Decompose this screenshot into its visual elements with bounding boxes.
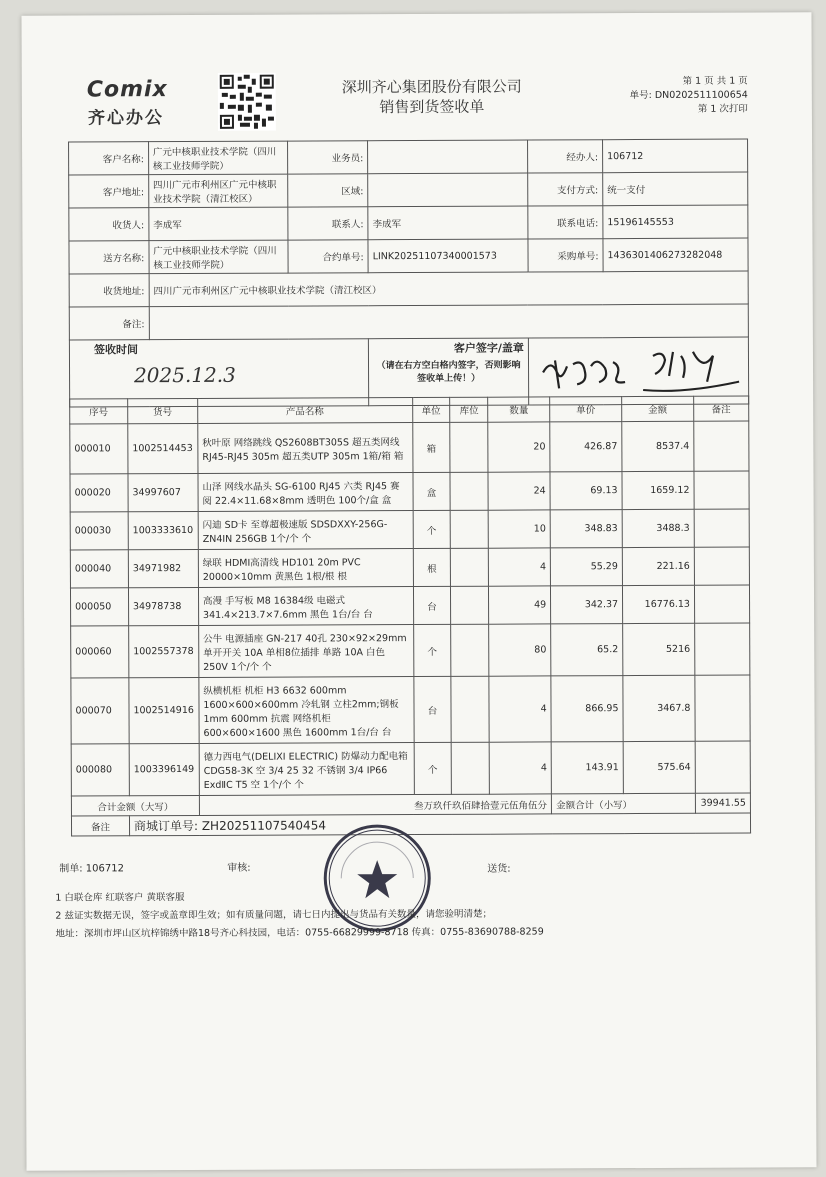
ship-to-value: 广元中核职业技术学院（四川核工业技师学院）: [149, 240, 289, 274]
item-price: 69.13: [550, 472, 622, 510]
item-qty: 10: [488, 510, 550, 548]
item-name: 山泽 网线水晶头 SG-6100 RJ45 六类 RJ45 赛阅 22.4×11.68×8mm 透明色 100个/盒 盒: [198, 473, 413, 512]
item-location: [450, 422, 488, 472]
item-sku: 34997607: [128, 473, 198, 511]
item-remark: [694, 421, 749, 471]
print-count: 第 1 次打印: [697, 103, 748, 115]
table-row: [70, 421, 749, 474]
table-row: [70, 547, 749, 588]
logo-text: Comix: [86, 77, 168, 103]
item-price: 55.29: [550, 548, 622, 586]
col-seq: 序号: [70, 399, 128, 424]
paper-document: [21, 12, 816, 1170]
col-location: 库位: [450, 397, 488, 422]
salesman-value: [368, 140, 528, 174]
item-qty: 4: [489, 676, 551, 742]
receiver-label: 收货人:: [69, 208, 149, 241]
item-remark: [695, 675, 750, 741]
item-unit: 台: [413, 676, 451, 742]
company-address-note: 地址：深圳市坪山区坑梓锦绣中路18号齐心科技园，电话：0755-66829999-8718 传真：0755-83690788-8259: [55, 926, 544, 940]
item-qty: 20: [488, 422, 550, 472]
item-name: 高漫 手写板 M8 16384级 电磁式 341.4×213.7×7.6mm 黑色 1台/台 台: [198, 587, 413, 626]
col-unit: 单位: [412, 397, 450, 422]
item-name: 公牛 电源插座 GN-217 40孔 230×92×29mm 单开开关 10A 单相8位插排 单路 10A 白色 250V 1个/个 个: [199, 625, 414, 678]
item-location: [451, 586, 489, 624]
customer-info-table: [68, 139, 749, 408]
customer-label: 客户名称:: [69, 142, 149, 175]
item-seq: 000040: [70, 550, 128, 588]
total-label: 金额合计（小写）: [552, 793, 696, 814]
item-sku: 1003396149: [129, 743, 199, 795]
contract-label: 合约单号:: [288, 240, 368, 273]
item-amount: 16776.13: [622, 585, 694, 623]
item-name: 绿联 HDMI高清线 HD101 20m PVC 20000×10mm 黄黑色 1根/根 根: [198, 549, 413, 588]
sign-label: 客户签字/盖章: [453, 341, 524, 355]
item-location: [451, 510, 489, 548]
items-table: [69, 396, 751, 837]
item-unit: 箱: [412, 422, 450, 472]
table-row: [71, 623, 750, 678]
purchase-label: 采购单号:: [528, 239, 603, 272]
item-price: 348.83: [550, 510, 622, 548]
document-title: 销售到货签收单: [379, 97, 485, 117]
item-amount: 3488.3: [622, 509, 694, 547]
address-label: 客户地址:: [69, 175, 149, 208]
item-amount: 221.16: [622, 547, 694, 585]
item-unit: 个: [413, 510, 451, 548]
item-location: [452, 742, 490, 794]
item-qty: 49: [489, 586, 551, 624]
salesman-label: 业务员:: [288, 141, 368, 174]
address-value: 四川广元市利州区广元中核职业技术学院（清江校区）: [148, 174, 288, 208]
customer-value: 广元中核职业技术学院（四川核工业技师学院）: [148, 141, 288, 175]
review-label: 审核:: [227, 862, 251, 874]
item-amount: 5216: [623, 623, 695, 675]
item-remark: [695, 623, 750, 675]
table-row: [70, 509, 749, 550]
page-indicator: 第 1 页 共 1 页: [682, 75, 748, 87]
item-remark: [695, 741, 750, 793]
region-value: [368, 173, 528, 207]
item-sku: 1003333610: [128, 511, 198, 549]
receive-address-value: 四川广元市利州区广元中核职业技术学院（清江校区）: [149, 271, 748, 307]
remark-label: 备注:: [69, 307, 149, 340]
total-cn-label: 合计金额（大写）: [71, 795, 199, 816]
item-qty: 4: [489, 548, 551, 586]
col-qty: 数量: [488, 397, 550, 422]
item-unit: 个: [414, 742, 452, 794]
item-unit: 盒: [412, 472, 450, 510]
handler-value: 106712: [602, 139, 747, 173]
col-remark: 备注: [694, 396, 749, 421]
col-sku: 货号: [128, 398, 198, 423]
item-remark: [694, 547, 749, 585]
order-number: 单号: DN0202511100654: [629, 89, 748, 102]
company-name: 深圳齐心集团股份有限公司: [341, 77, 522, 97]
item-location: [451, 624, 489, 676]
remark-footer-label: 备注: [71, 816, 129, 836]
item-name: 秋叶原 网络跳线 QS2608BT305S 超五类网线RJ45-RJ45 305m 超五类UTP 305m 1箱/箱 箱: [198, 423, 413, 474]
item-seq: 000030: [70, 512, 128, 550]
item-unit: 根: [413, 548, 451, 586]
item-location: [451, 548, 489, 586]
col-name: 产品名称: [198, 398, 413, 424]
item-amount: 3467.8: [623, 675, 695, 741]
handler-label: 经办人:: [528, 140, 603, 173]
ship-label: 送货:: [487, 863, 511, 875]
sign-time-label: 签收时间: [93, 343, 138, 357]
table-row: [70, 585, 749, 626]
purchase-value: 1436301406273282048: [603, 238, 748, 272]
payment-label: 支付方式:: [528, 173, 603, 206]
item-price: 143.91: [551, 742, 623, 794]
region-label: 区域:: [288, 174, 368, 207]
item-seq: 000010: [70, 424, 128, 474]
ship-to-label: 送方名称:: [69, 241, 149, 274]
items-header-row: [70, 396, 749, 424]
item-remark: [694, 509, 749, 547]
maker-line: [59, 859, 124, 874]
item-name: 闪迪 SD卡 至尊超极速版 SDSDXXY-256G-ZN4IN 256GB 1个/个 个: [198, 511, 413, 550]
item-sku: 34978738: [128, 587, 198, 625]
logo-subtext: 齐心办公: [87, 108, 164, 129]
item-location: [450, 472, 488, 510]
col-amount: 金额: [622, 396, 694, 421]
item-seq: 000080: [71, 744, 129, 796]
sign-note: （请在右方空白格内签字，否则影响签收单上传！）: [376, 360, 521, 385]
contact-label: 联系人:: [288, 207, 368, 240]
receive-address-label: 收货地址:: [69, 274, 149, 307]
item-qty: 4: [489, 742, 551, 794]
item-amount: 1659.12: [622, 471, 694, 509]
handwritten-date: 2025.12.3: [134, 362, 236, 388]
item-remark: [694, 585, 749, 623]
item-unit: 台: [413, 586, 451, 624]
item-qty: 24: [488, 472, 550, 510]
total-value: 39941.55: [695, 793, 750, 813]
item-price: 866.95: [551, 676, 623, 742]
handwritten-signature-icon: [533, 341, 743, 398]
item-sku: 34971982: [128, 549, 198, 587]
total-cn-value: 叁万玖仟玖佰肆拾壹元伍角伍分: [199, 794, 551, 816]
item-amount: 575.64: [623, 741, 695, 793]
remark-value: [149, 304, 748, 340]
item-amount: 8537.4: [622, 421, 694, 471]
item-sku: 1002514916: [129, 677, 199, 743]
item-sku: 1002557378: [129, 625, 199, 677]
maker-value: 106712: [85, 863, 124, 875]
phone-value: 15196145553: [603, 205, 748, 239]
item-location: [451, 676, 489, 742]
item-unit: 个: [413, 624, 451, 676]
item-seq: 000070: [71, 678, 129, 744]
contact-value: 李成军: [368, 206, 528, 240]
item-seq: 000060: [71, 626, 129, 678]
item-seq: 000050: [70, 588, 128, 626]
receiver-value: 李成军: [149, 207, 289, 241]
item-seq: 000020: [70, 474, 128, 512]
qr-code-icon: [218, 73, 276, 131]
col-price: 单价: [550, 397, 622, 422]
table-row: [71, 741, 750, 796]
mall-order-number: 商城订单号: ZH20251107540454: [129, 813, 750, 836]
item-remark: [694, 471, 749, 509]
item-name: 德力西电气(DELIXI ELECTRIC) 防爆动力配电箱 CDG58-3K 空 3/4 25 32 不锈钢 3/4 IP66 ExdⅡC T5 空 1个/个 个: [199, 743, 414, 796]
payment-value: 统一支付: [603, 172, 748, 206]
item-price: 342.37: [551, 586, 623, 624]
item-qty: 80: [489, 624, 551, 676]
table-row: [70, 471, 749, 512]
copy-distribution-note: 1 白联仓库 红联客户 黄联客服: [55, 892, 185, 904]
item-name: 纵横机柜 机柜 H3 6632 600mm 1600×600×600mm 冷轧钢 立柱2mm;钢板1mm 600mm 抗震 网络机柜 600×600×1600 黑色 1600mm 1台/台 台: [199, 677, 414, 744]
item-price: 426.87: [550, 422, 622, 472]
item-price: 65.2: [551, 624, 623, 676]
contract-value: LINK20251107340001573: [368, 239, 528, 273]
item-sku: 1002514453: [128, 423, 198, 473]
phone-label: 联系电话:: [528, 206, 603, 239]
table-row: [71, 675, 750, 744]
sign-instruction-cell: [369, 338, 529, 406]
maker-label: 制单:: [59, 863, 83, 875]
confirmation-note: 2 兹证实数据无误，签字或盖章即生效；如有质量问题，请七日内提出与货品有关数量，请您验明清楚；: [55, 908, 493, 922]
